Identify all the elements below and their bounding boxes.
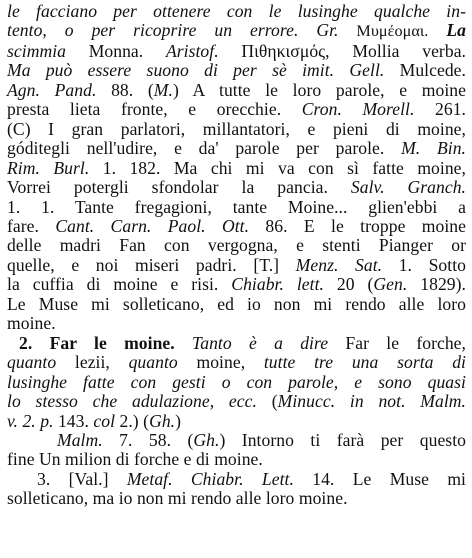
text-segment: fine Un milion di forche e di moine. [7,449,263,470]
text-segment: tutte tre una sorta di [263,352,466,373]
text-line [7,392,466,411]
text-line [7,159,466,178]
text-segment: ( [256,391,278,412]
text-segment: quanto [128,352,178,373]
text-segment: ) Intorno ti farà per questo [219,429,466,450]
text-segment: delle madri Fan con vergogna, e stenti Pianger or [7,235,466,256]
text-segment: le facciano per ottenere con le lusinghe qualche in- [7,1,466,21]
text-segment: moine, [177,352,264,373]
text-segment: 3. [Val.] [37,468,127,489]
text-segment: presta lieta fronte, e orecchie. [7,99,302,120]
text-segment: lusinghe fatte con gesti o con parole, e sono quasi [7,371,466,392]
text-segment: Minucc. in not. Malm. [277,391,467,412]
text-segment: Metaf. Chiabr. Lett. [126,468,294,489]
text-segment: Cant. Carn. Paol. Ott. [55,215,250,236]
text-line [7,100,466,119]
text-line [7,431,466,450]
text-segment: tento, o per ricoprire un errore. Gr. [7,20,357,41]
text-line [7,198,466,217]
text-line [7,236,466,255]
text-segment: Monna. [66,40,166,61]
text-segment: 1. Sotto [382,254,466,275]
text-segment: Πιθηκισμός, Mollia verba. [218,40,466,61]
text-segment: (C) I gran parlatori, millantatori, e pieni di moine, [7,118,466,139]
text-line [7,21,466,41]
text-segment: ) A tutte le loro parole, e moine [172,79,466,100]
text-segment: Le Muse mi solleticano, ed io non mi rendo alle loro [7,293,466,314]
text-segment: góditegli nell'udire, e da' parole per parole. [7,138,402,159]
text-segment: Menz. Sat. [295,254,383,275]
text-segment: 2. [19,332,50,353]
text-segment: la cuffia di moine e risi. [7,274,232,295]
text-line [7,470,466,489]
text-segment: Ma può essere suono di per sè imit. Gell. [7,60,385,81]
text-segment: v. 2. p. [7,410,54,431]
text-segment: Gh. [193,429,220,450]
text-segment: quanto [7,352,57,373]
text-line [7,353,466,372]
text-segment: 261. [414,99,466,120]
text-line [7,489,466,508]
text-segment: Tanto è a dire [174,332,329,353]
text-segment: La [446,20,466,41]
text-segment: Agn. Pand. [7,79,97,100]
text-segment: 86. E le troppe moine [249,215,467,236]
text-segment: 1829). [407,274,467,295]
text-segment: 1. 1. Tante fregagioni, tante Moine... glien'ebbi a [7,196,466,217]
text-line [7,334,466,353]
text-segment: Vorrei potergli sfondolar la pancia. [7,177,351,198]
text-segment: 7. 58. ( [102,429,194,450]
text-line [7,61,466,80]
text-line [7,2,466,21]
text-segment: quelle, e noi miseri padri. [T.] [7,254,296,275]
text-segment: fare. [7,215,56,236]
text-segment: Far le moine. [49,332,175,353]
text-segment: 2.) ( [115,410,150,431]
text-line [7,275,466,294]
text-line [7,120,466,139]
text-segment: Gen. [373,274,408,295]
dictionary-entry-text [7,2,466,509]
text-segment: Malm. [57,429,103,450]
text-segment: Salv. Granch. [350,177,466,198]
text-line [7,178,466,197]
text-segment: Rim. Burl. [7,157,90,178]
text-line [7,314,466,333]
text-segment: Aristof. [165,40,219,61]
text-line [7,217,466,236]
text-segment: Μυμέομαι. [356,22,429,41]
text-line [7,412,466,431]
text-segment: 14. Le Muse mi [293,468,466,489]
text-segment: lezii, [56,352,129,373]
text-segment: M. Bin. [401,138,467,159]
text-segment [428,20,446,40]
text-segment: solleticano, ma io non mi rendo alle loro moine. [7,488,348,509]
text-segment: Chiabr. lett. [231,274,324,295]
text-segment: col [93,410,116,431]
text-segment: Far le forche, [328,332,466,353]
text-line [7,42,466,61]
text-segment: Mulcede. [384,60,466,81]
text-segment: scimmia [7,40,66,61]
text-segment: 1. 182. Ma chi mi va con sì fatte moine, [89,157,466,178]
text-segment: Cron. Morell. [301,99,415,120]
text-line [7,139,466,158]
text-line [7,450,466,469]
text-segment: ) [175,410,182,431]
text-segment: lo stesso che adulazione, ecc. [7,391,257,412]
text-segment: 88. ( [96,79,154,100]
text-segment: M. [153,79,173,100]
text-segment: Gh. [149,410,176,431]
text-line [7,256,466,275]
text-segment: moine. [7,313,56,334]
text-line [7,373,466,392]
text-segment: 143. [53,410,94,431]
text-line [7,81,466,100]
text-segment: 20 ( [323,274,374,295]
text-line [7,295,466,314]
